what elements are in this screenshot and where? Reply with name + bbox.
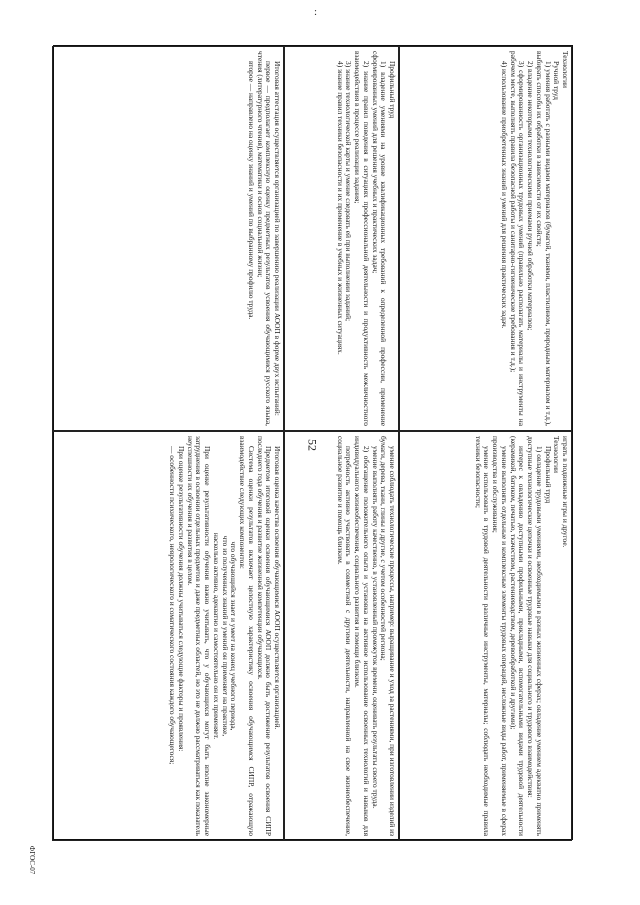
cell-paragraph: Технологии — [552, 436, 562, 473]
cell-paragraph: Профильный труд — [543, 446, 553, 504]
cell-paragraph: интерес к овладению доступными профильными, прикладными, вспомогательными видами трудовой деятельности (керамикой, батиком, печатью, ткачеством, растениеводством, деревообработкой и другими); — [508, 436, 527, 836]
cell-paragraph: умение выполнять отдельные и комплексные элементы трудовых операций, несложные виды работ, применяемые в сферах производства и обслуживания; — [491, 436, 509, 836]
standards-table — [53, 45, 573, 840]
cell-paragraph: Ручной труд — [552, 61, 562, 100]
standards-table-wrapper — [53, 45, 573, 840]
cell-paragraph: 2) знание правил поведения в ситуациях профессиональной деятельности и продуктивность межличностного взаимодействия в процессе реализации задания; — [353, 51, 371, 426]
cell-paragraph: первое — предполагает комплексную оценку предметных результатов усвоения обучающимися русского языка, чтения (литературного чтения), математики и основ социальной жизни; — [255, 51, 274, 426]
cell-paragraph: — особенности психического, неврологического и соматического состояния каждого обучающегося; — [168, 446, 178, 765]
cell-paragraph: 2) владение некоторыми технологическими приемами ручной обработки материалов; — [526, 61, 536, 331]
cell-paragraph: Технологии — [561, 51, 570, 88]
table-cell-right-row-1 — [399, 431, 572, 841]
cell-paragraph: что обучающийся знает и умеет на конец учебного периода, — [229, 541, 239, 731]
cell-paragraph: 3) знание технологической карты и умение следовать ей при выполнении заданий; — [344, 61, 354, 322]
cell-paragraph: второе — направлено на оценку знаний и умений по выбранному профилю труда. — [246, 61, 256, 320]
cell-paragraph: 4) знание правил техники безопасности и их применение в учебных и жизненных ситуациях. — [335, 61, 345, 355]
table-cell-right-row-3 — [52, 431, 284, 841]
cell-paragraph: умение выполнять работу качественно, в установленный промежуток времени, оценивать результаты своего труда. — [370, 446, 380, 809]
cell-paragraph: 2) обогащение положительного опыта и установка на активное использование освоенных технологий и навыков для индивидуального жизнеобеспечения, социального развития и помощи близким. — [353, 436, 371, 836]
table-cell-left-row-1 — [399, 46, 572, 431]
cell-paragraph: Система оценки результатов включает целостную характеристику освоения обучающимся СИПР, отражающую взаимодействие следующих компонентов: — [238, 436, 256, 836]
table-cell-right-row-2 — [284, 431, 399, 841]
cell-paragraph: 1) умения работать с разными видами материалов (бумагой, тканями, пластилином, природным материалом и т.д.), выбирать способы их обработки в зависимости от их свойств; — [534, 51, 553, 426]
scan-marks: : — [314, 6, 318, 18]
cell-paragraph: 4) использование приобретенных знаний и умений для решения практических задач. — [499, 61, 509, 329]
cell-paragraph: При оценке результативности обучения должны учитываться следующие факторы и проявления: — [176, 446, 186, 752]
cell-paragraph: Итоговая оценка качества освоения обучающимися АООП осуществляется организацией. — [273, 446, 282, 730]
cell-paragraph: При оценке результативности обучения важно учитывать, что у обучающихся могут быть вполне закономерные затруднения в освоении отдельных предметов и даже предметных областей, но это не должно рассматриваться как показатель неуспешности их обучения и развития в целом. — [185, 436, 213, 836]
cell-paragraph: играть в подвижные игры и другое. — [561, 436, 570, 548]
page-number: 52 — [305, 439, 320, 451]
cell-paragraph: 1) овладение трудовыми умениями, необходимыми в разных жизненных сферах; овладение умением адекватно применять доступные технологические цепочки и освоенные трудовые навыки для социального и трудового взаимодействия: — [526, 436, 544, 836]
cell-paragraph: 3) сформированность организационных трудовых умений (правильно располагать материалы и инструменты на рабочем месте, выполнять правила безопасной работы и санитарно-гигиенические требования и т.д.); — [508, 51, 527, 426]
table-cell-left-row-2 — [284, 46, 399, 431]
cell-paragraph: что из полученных знаний и умений он применяет на практике, — [220, 535, 230, 737]
cell-paragraph: умение использовать в трудовой деятельности различные инструменты, материалы; соблюдать необходимые правила техники безопасности; — [473, 436, 492, 836]
cell-paragraph: умение соблюдать технологические процессы, например: выращивание и уход за растениями, при изготовлении изделий из бумаги, дерева, ткани, глины и другие, с учетом особенностей региона; — [379, 436, 397, 836]
table-cell-left-row-3 — [52, 46, 284, 431]
cell-paragraph: Профильный труд — [388, 61, 397, 119]
cell-paragraph: Итоговая аттестация осуществляется организацией по завершению реализации АООП в форме двух испытаний: — [273, 61, 282, 416]
footer-code: ФГОС-07 — [28, 845, 36, 875]
cell-paragraph: Предметом итоговой оценки освоения обучающимися АООП должно быть достижение результатов освоения СИПР последнего года обучения и развитие жизненной компетенции обучающихся. — [255, 436, 274, 836]
cell-paragraph: 1) владение умениями на уровне квалификационных требований к определенной профессии, применение сформированных умений для решения учебных и практических задач; — [370, 51, 389, 426]
cell-paragraph: потребность активно участвовать в совместной с другими деятельности, направленной на свое жизнеобеспечение, социальное развитие и помощь близким. — [335, 436, 354, 836]
cell-paragraph: насколько активно, адекватно и самостоятельно он их применяет. — [211, 532, 221, 740]
